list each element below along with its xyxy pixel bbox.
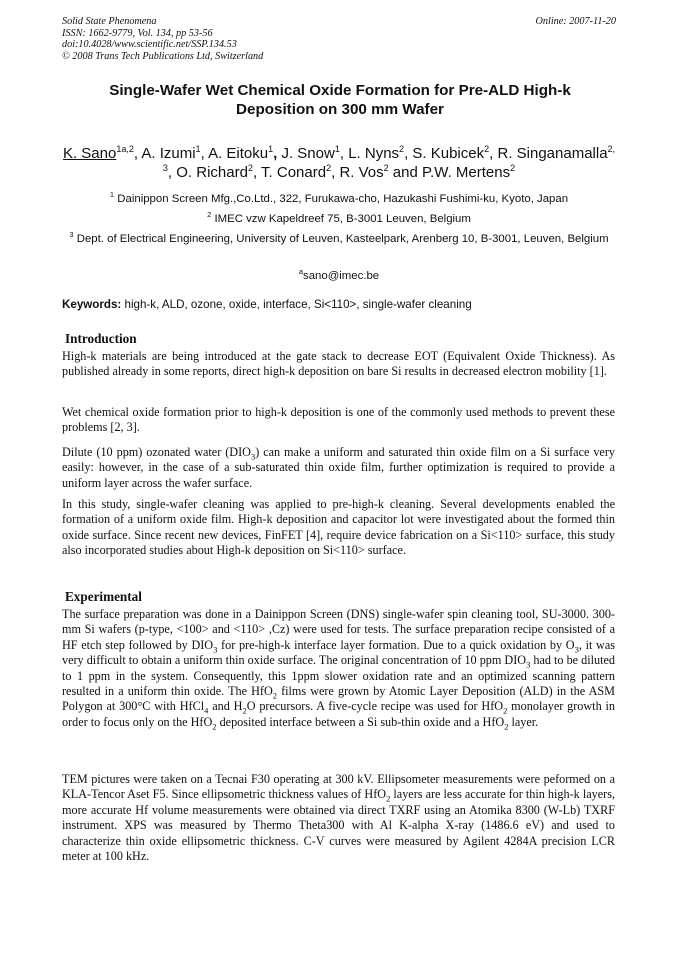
author-affil-mark: 2, 3 [162,144,616,173]
doi-line: doi:10.4028/www.scientific.net/SSP.134.53 [62,39,237,51]
subscript: 2 [503,705,508,716]
keywords-label: Keywords: [62,298,122,311]
text-run: Dilute (10 ppm) ozonated water (DIO [62,445,251,459]
author-affil-mark: 2 [383,163,389,173]
subscript: 2 [386,793,391,804]
paragraph: In this study, single-wafer cleaning was applied to pre-high-k cleaning. Several developments enabled the formation of a uniform oxide film. High-k deposition and capacitor lot were investigated about the formed thin oxide surface. Since recent new devices, FinFET [4], require device fabrication on a Si<110> surface, this study also incorporated studies about High-k deposition on Si<110> surface. [62,497,615,558]
author-name: T. Conard [261,164,327,181]
paper-title: Single-Wafer Wet Chemical Oxide Formation for Pre-ALD High-k Deposition on 300 mm Wafer [109,82,571,118]
email-mark: a [298,267,303,277]
author-affil-mark: 2 [484,144,490,154]
affiliation-text: Dainippon Screen Mfg.,Co.Ltd., 322, Furukawa-cho, Hazukashi Fushimi-ku, Kyoto, Japan [117,193,569,205]
subscript: 2 [212,721,217,732]
author-list: K. Sano$^{1a,2}$, A. Izumi$^1$, A. Eitoku$^1$, J. Snow$^1$, L. Nyns$^2$, S. Kubicek$^2$, R. Singanamalla$^{2, 3}$, O. Richard$^2$, T. Conard$^2$, R. Vos$^2$ and P.W. Mertens$^2$ [62,144,616,181]
online-date: Online: 2007-11-20 [535,16,616,27]
author-affil-mark: 2 [399,144,405,154]
author-affil-mark: 2 [510,163,516,173]
author-affil-mark: 1 [334,144,340,154]
affiliation-number: 3 [69,230,74,240]
author-name: A. Eitoku [208,145,269,162]
subscript: 2 [272,690,278,701]
copyright-line: © 2008 Trans Tech Publications Ltd, Switzerland [62,50,264,62]
paragraph: Wet chemical oxide formation prior to high-k deposition is one of the commonly used methods to prevent these problems [2, 3]. [62,405,615,435]
affiliation-1 [62,190,616,210]
author-name: R. Vos [339,164,384,181]
section-heading-introduction: Introduction [65,331,137,346]
text-run: , it was very difficult to obtain a uniform thin oxide surface. The original concentration of 10 ppm DIO [62,637,616,668]
affiliation-number: 1 [109,190,115,200]
text-run: layers are less accurate for thin high-k layers, more accurate Hf volume measurements were obtained via direct TXRF using an Atomika 8300 (W-Lb) TXRF instrument. XPS was measured by Thermo Theta300 with Al K-alpha X-ray (1486.6 eV) and used to characterize thin oxide ellipsometric thickness. C-V curves were measured by Agilent 4284A precision LCR meter at 100 kHz. [62,787,615,864]
author-name: P.W. Mertens [422,164,511,181]
affiliation-text: IMEC vzw Kapeldreef 75, B-3001 Leuven, Belgium [214,213,471,225]
author-affil-mark: 1a,2 [116,144,134,154]
subscript: 4 [204,705,209,716]
section-heading-experimental: Experimental [65,589,142,604]
keywords-text: high-k, ALD, ozone, oxide, interface, Si<110>, single-wafer cleaning [124,298,472,311]
author-name: R. Singanamalla [497,145,608,162]
text-run: deposited interface between a Si sub-thin oxide and a HfO [216,714,505,729]
text-run: monolayer growth in order to focus only on the HfO [62,699,615,729]
text-run: The surface preparation was done in a Dainippon Screen (DNS) single-wafer spin cleaning tool, SU-3000. 300-mm Si wafers (p-type, <100> and <110> ,Cz) were used for tests. The surface preparation recipe consisted of a HF etch step followed by DIO [62,607,615,652]
subscript: 3 [250,451,256,462]
paragraph [62,607,615,730]
author-name: O. Richard [176,164,248,181]
author-name: L. Nyns [348,145,400,162]
author-affil-mark: 2 [326,163,332,173]
author-affil-mark: 1 [268,144,274,154]
author-name: S. Kubicek [412,145,485,162]
text-run: ) can make a uniform and saturated thin oxide film on a Si surface very easily: however, in the case of a sub-saturated thin oxide film, further optimization is required to provide a uniform layer across the wafer surface. [62,445,615,490]
text-run: films were grown by Atomic Layer Deposition (ALD) in the ASM Polygon at 300°C with HfCl [62,684,615,714]
affiliation-text: Dept. of Electrical Engineering, University of Leuven, Kasteelpark, Arenberg 10, B-3001, Leuven, Belgium [76,233,609,245]
subscript: 3 [213,644,218,655]
paragraph [62,445,615,491]
text-run: layer. [508,714,539,729]
author-affil-mark: 2 [247,163,253,173]
journal-header [62,16,263,62]
affiliation-number: 2 [207,210,212,220]
paragraph: High-k materials are being introduced at the gate stack to decrease EOT (Equivalent Oxide Thickness). As published already in some reports, direct high-k deposition on bare Si results in decreased electron mobility [1]. [62,349,615,379]
affiliation-3 [62,230,616,250]
journal-name: Solid State Phenomena [62,16,157,27]
author-name: A. Izumi [141,145,196,162]
text-run: for pre-high-k interface layer formation. Due to a quick oxidation by O [217,637,575,652]
subscript: 3 [526,659,531,670]
author-affil-mark: 1 [195,144,201,154]
email-text: sano@imec.be [303,270,380,282]
text-run: had to be diluted to 1 ppm in the system. Consequently, this 1ppm slower oxidation rate and an optimized scanning pattern resulted in a uniform thin oxide. The HfO [62,653,615,699]
author-name: J. Snow [281,145,335,162]
paragraph [62,772,615,864]
issn-line: ISSN: 1662-9779, Vol. 134, pp 53-56 [62,27,213,39]
text-run: TEM pictures were taken on a Tecnai F30 operating at 300 kV. Ellipsometer measurements were peformed on a KLA-Tencor Aset F5. Since ellipsometric thickness values of HfO [62,772,615,802]
subscript: 2 [242,705,247,716]
author-name: K. Sano [62,145,117,162]
keywords [62,298,616,312]
contact-email [62,267,616,287]
text-run: and H [208,699,243,714]
subscript: 3 [574,644,579,655]
affiliation-2 [62,210,616,230]
subscript: 2 [504,721,509,732]
text-run: O precursors. A five-cycle recipe was used for HfO [246,699,504,714]
